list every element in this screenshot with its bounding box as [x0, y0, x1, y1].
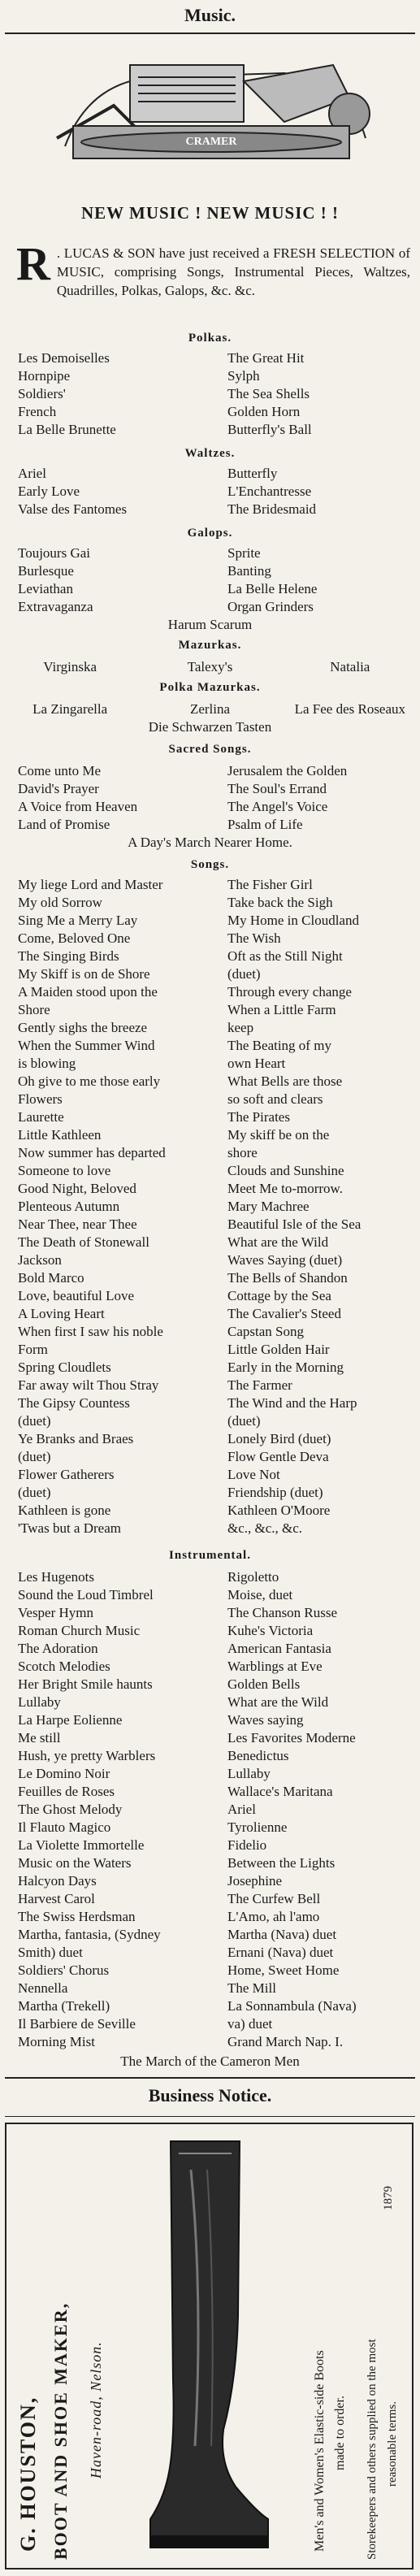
sacred-songs-heading: Sacred Songs. — [168, 743, 252, 756]
list-row — [0, 1765, 420, 1783]
list-item-left: Her Bright Smile haunts — [18, 1676, 153, 1692]
instrumental-heading: Instrumental. — [169, 1549, 251, 1562]
list-row — [0, 1747, 420, 1765]
list-row — [0, 1997, 420, 2015]
list-item-left: Form — [18, 1342, 48, 1357]
list-item-left: Morning Mist — [18, 2034, 95, 2049]
list-item-right: Kuhe's Victoria — [227, 1623, 314, 1638]
list-item-right: Psalm of Life — [227, 817, 303, 832]
list-item-left: Ye Branks and Braes — [18, 1431, 134, 1446]
list-item-left: Flower Gatherers — [18, 1467, 115, 1482]
list-row — [0, 1962, 420, 1980]
list-item-right: Capstan Song — [227, 1324, 304, 1339]
list-item-left: Valse des Fantomes — [18, 501, 128, 517]
list-row — [0, 544, 420, 562]
list-item-left: Me still — [18, 1730, 61, 1746]
polka-mazurka-item: La Fee des Roseaux — [294, 701, 406, 717]
list-row — [0, 1287, 420, 1305]
list-row — [0, 1801, 420, 1819]
advert-year: 1879 — [382, 2186, 395, 2210]
list-row — [0, 1819, 420, 1837]
list-item-right: Tyrolienne — [227, 1819, 288, 1835]
list-item-right: Meet Me to-morrow. — [227, 1181, 343, 1196]
list-item-right: The Cavalier's Steed — [227, 1306, 341, 1321]
galops-extra: Harum Scarum — [167, 617, 253, 632]
list-item-left: French — [18, 404, 57, 419]
waltzes-heading: Waltzes. — [184, 447, 236, 460]
list-row — [0, 965, 420, 983]
instrumental-extra: The March of the Cameron Men — [120, 2053, 300, 2069]
list-item-right: My Home in Cloudland — [227, 913, 359, 928]
waltzes-list — [0, 465, 420, 518]
list-item-left: Il Barbiere de Seville — [18, 2016, 136, 2032]
list-item-left: Les Hugenots — [18, 1569, 94, 1585]
advert-line-4: reasonable terms. — [386, 2401, 399, 2487]
list-item-left: Spring Cloudlets — [18, 1360, 111, 1375]
list-row — [0, 421, 420, 439]
list-row — [0, 1377, 420, 1394]
list-row — [0, 762, 420, 780]
list-item-right: La Sonnambula (Nava) — [227, 1998, 357, 2014]
list-row — [0, 1341, 420, 1359]
list-row — [0, 1568, 420, 1586]
list-row — [0, 1837, 420, 1854]
list-row — [0, 1466, 420, 1484]
list-row — [0, 1269, 420, 1287]
intro-paragraph — [16, 237, 410, 300]
advert-line-3: Storekeepers and others supplied on the most — [366, 2339, 379, 2560]
list-item-left: Les Demoiselles — [18, 350, 110, 366]
list-row — [0, 1037, 420, 1055]
list-row — [0, 1359, 420, 1377]
list-item-left: The Death of Stonewall — [18, 1234, 149, 1250]
list-item-right: va) duet — [227, 2016, 273, 2032]
list-item-left: Love, beautiful Love — [18, 1288, 135, 1303]
list-row — [0, 1872, 420, 1890]
list-item-right: Golden Horn — [227, 404, 301, 419]
list-item-right: When a Little Farm — [227, 1002, 336, 1017]
list-item-right: Waves saying — [227, 1712, 304, 1728]
list-row — [0, 1055, 420, 1073]
polkas-list — [0, 349, 420, 439]
list-item-right: American Fantasia — [227, 1641, 331, 1656]
list-row — [0, 1073, 420, 1091]
list-item-left: La Belle Brunette — [18, 422, 116, 437]
list-item-left: Vesper Hymn — [18, 1605, 94, 1620]
list-row — [0, 1091, 420, 1108]
list-item-left: Harvest Carol — [18, 1891, 95, 1906]
list-item-right: Waves Saying (duet) — [227, 1252, 343, 1268]
list-item-right: Fidelio — [227, 1837, 267, 1853]
list-row — [0, 1305, 420, 1323]
polka-mazurkas-extra: Die Schwarzen Tasten — [148, 719, 272, 735]
list-item-left: The Adoration — [18, 1641, 98, 1656]
list-item-right: Butterfly's Ball — [227, 422, 312, 437]
list-item-right: Ariel — [227, 1802, 256, 1817]
mazurka-item: Talexy's — [187, 659, 233, 674]
list-item-right: Cottage by the Sea — [227, 1288, 331, 1303]
list-row — [0, 1586, 420, 1604]
list-item-right: Rigoletto — [227, 1569, 279, 1585]
list-item-right: Mary Machree — [227, 1199, 310, 1214]
new-music-headline: NEW MUSIC ! NEW MUSIC ! ! — [80, 203, 340, 223]
list-item-left: Halcyon Days — [18, 1873, 97, 1889]
list-item-left: Ariel — [18, 466, 46, 481]
list-item-right: What Bells are those — [227, 1073, 343, 1089]
list-item-right: (duet) — [227, 966, 261, 982]
list-row — [0, 1126, 420, 1144]
list-row — [0, 816, 420, 834]
list-row — [0, 1323, 420, 1341]
list-item-left: La Violette Immortelle — [18, 1837, 145, 1853]
songs-heading: Songs. — [190, 858, 230, 871]
list-item-left: A Loving Heart — [18, 1306, 105, 1321]
list-item-right: The Fisher Girl — [227, 877, 313, 892]
list-item-left: Land of Promise — [18, 817, 110, 832]
intro-text: . LUCAS & SON have just received a FRESH SELECTION of MUSIC, comprising Songs, Instrumental Pieces, Waltzes, Quadrilles, Polkas, Galops, &c. &c. — [56, 245, 410, 298]
list-item-right: The Great Hit — [227, 350, 305, 366]
list-item-left: Early Love — [18, 484, 80, 499]
list-item-left: Near Thee, near Thee — [18, 1216, 137, 1232]
list-row — [0, 1711, 420, 1729]
list-item-right: Jerusalem the Golden — [227, 763, 348, 778]
mazurka-item: Virginska — [43, 659, 97, 674]
list-item-left: Nennella — [18, 1980, 68, 1996]
list-item-right: Golden Bells — [227, 1676, 301, 1692]
list-row — [0, 1144, 420, 1162]
music-instruments-engraving — [41, 49, 382, 171]
list-item-right: Little Golden Hair — [227, 1342, 330, 1357]
advert-line-1: Men's and Women's Elastic-side Boots — [313, 2350, 327, 2552]
top-rule — [5, 33, 415, 34]
list-row — [0, 349, 420, 367]
list-item-left: (duet) — [18, 1485, 51, 1500]
list-row — [0, 930, 420, 948]
list-item-left: Lullaby — [18, 1694, 61, 1710]
list-item-left: Come, Beloved One — [18, 930, 131, 946]
list-item-right: The Sea Shells — [227, 386, 310, 401]
list-row — [0, 501, 420, 518]
songs-list — [0, 876, 420, 1537]
list-row — [0, 1430, 420, 1448]
list-item-left: Toujours Gai — [18, 545, 90, 561]
list-item-right: Ernani (Nava) duet — [227, 1945, 334, 1960]
list-item-left: Burlesque — [18, 563, 74, 579]
list-row — [0, 1162, 420, 1180]
list-item-right: Take back the Sigh — [227, 895, 333, 910]
list-row — [0, 983, 420, 1001]
list-item-left: Martha, fantasia, (Sydney — [18, 1927, 161, 1942]
list-item-right: Flow Gentle Deva — [227, 1449, 329, 1464]
list-item-right: Moise, duet — [227, 1587, 293, 1602]
list-item-left: (duet) — [18, 1449, 51, 1464]
list-item-right: Butterfly — [227, 466, 278, 481]
list-item-right: The Pirates — [227, 1109, 290, 1125]
list-row — [0, 1783, 420, 1801]
list-item-left: Good Night, Beloved — [18, 1181, 136, 1196]
list-item-left: David's Prayer — [18, 781, 99, 796]
list-item-left: A Maiden stood upon the — [18, 984, 158, 1000]
list-row — [0, 912, 420, 930]
list-row — [0, 1693, 420, 1711]
list-item-left: Soldiers' Chorus — [18, 1962, 110, 1978]
list-row — [0, 1502, 420, 1520]
list-item-left: (duet) — [18, 1413, 51, 1429]
list-item-left: Music on the Waters — [18, 1855, 132, 1871]
list-item-right: Wallace's Maritana — [227, 1784, 333, 1799]
list-item-left: My old Sorrow — [18, 895, 102, 910]
list-item-right: The Wind and the Harp — [227, 1395, 357, 1411]
list-row — [0, 403, 420, 421]
list-item-right: own Heart — [227, 1056, 286, 1071]
polka-mazurkas-heading: Polka Mazurkas. — [159, 681, 261, 694]
list-item-right: Banting — [227, 563, 271, 579]
list-row — [0, 1019, 420, 1037]
list-item-right: keep — [227, 1020, 254, 1035]
list-item-left: The Ghost Melody — [18, 1802, 123, 1817]
list-row — [0, 1890, 420, 1908]
list-item-left: Oh give to me those early — [18, 1073, 161, 1089]
list-item-right: The Mill — [227, 1980, 276, 1996]
list-item-right: Martha (Nava) duet — [227, 1927, 337, 1942]
list-item-right: Benedictus — [227, 1748, 289, 1763]
list-row — [0, 1658, 420, 1676]
list-item-left: Sing Me a Merry Lay — [18, 913, 138, 928]
list-item-left: Extravaganza — [18, 599, 93, 614]
banner-text: CRAMER — [185, 136, 237, 148]
list-row — [0, 1198, 420, 1216]
list-row — [0, 798, 420, 816]
list-item-left: Hush, ye pretty Warblers — [18, 1748, 156, 1763]
galops-list — [0, 544, 420, 616]
list-item-right: shore — [227, 1145, 258, 1160]
mazurkas-list — [0, 658, 420, 676]
business-rule-top — [5, 2116, 415, 2117]
music-heading: Music. — [184, 5, 236, 25]
list-row — [0, 780, 420, 798]
advertiser-address: Haven-road, Nelson. — [88, 2341, 104, 2478]
sacred-extra: A Day's March Nearer Home. — [128, 835, 292, 850]
list-item-right: Love Not — [227, 1467, 280, 1482]
list-item-left: Roman Church Music — [18, 1623, 141, 1638]
list-row — [0, 1394, 420, 1412]
list-item-right: Beautiful Isle of the Sea — [227, 1216, 362, 1232]
list-row — [0, 1676, 420, 1693]
list-row — [0, 1001, 420, 1019]
mazurkas-heading: Mazurkas. — [178, 639, 242, 652]
advertiser-trade: BOOT AND SHOE MAKER, — [50, 2301, 71, 2560]
list-item-left: Martha (Trekell) — [18, 1998, 110, 2014]
list-item-left: Plenteous Autumn — [18, 1199, 120, 1214]
list-item-left: Now summer has departed — [18, 1145, 166, 1160]
list-item-left: Bold Marco — [18, 1270, 84, 1286]
list-row — [0, 1108, 420, 1126]
list-row — [0, 1520, 420, 1537]
list-item-left: Leviathan — [18, 581, 73, 596]
list-item-left: When first I saw his noble — [18, 1324, 163, 1339]
list-row — [0, 367, 420, 385]
list-row — [0, 1926, 420, 1944]
list-item-right: Grand March Nap. I. — [227, 2034, 344, 2049]
list-item-left: Far away wilt Thou Stray — [18, 1377, 159, 1393]
list-row — [0, 948, 420, 965]
list-item-left: The Swiss Herdsman — [18, 1909, 136, 1924]
list-row — [0, 1216, 420, 1234]
list-item-left: Come unto Me — [18, 763, 101, 778]
list-item-right: The Curfew Bell — [227, 1891, 321, 1906]
list-row — [0, 1908, 420, 1926]
list-item-right: Warblings at Eve — [227, 1659, 323, 1674]
polkas-heading: Polkas. — [188, 332, 232, 345]
list-row — [0, 2033, 420, 2051]
list-item-left: My Skiff is on de Shore — [18, 966, 150, 982]
list-item-left: Sound the Loud Timbrel — [18, 1587, 154, 1602]
list-item-right: The Bridesmaid — [227, 501, 317, 517]
polka-mazurkas-list — [0, 700, 420, 718]
list-item-right: The Angel's Voice — [227, 799, 328, 814]
list-item-right: Lonely Bird (duet) — [227, 1431, 331, 1446]
list-item-right: so soft and clears — [227, 1091, 323, 1107]
list-row — [0, 1640, 420, 1658]
list-item-left: Little Kathleen — [18, 1127, 102, 1143]
list-item-right: Oft as the Still Night — [227, 948, 343, 964]
list-item-left: The Singing Birds — [18, 948, 119, 964]
list-item-right: The Farmer — [227, 1377, 292, 1393]
list-row — [0, 1604, 420, 1622]
list-item-right: Clouds and Sunshine — [227, 1163, 344, 1178]
list-item-left: Il Flauto Magico — [18, 1819, 111, 1835]
list-row — [0, 1854, 420, 1872]
section-rule — [5, 2077, 415, 2079]
list-item-right: Organ Grinders — [227, 599, 314, 614]
instrumental-list — [0, 1568, 420, 2051]
list-row — [0, 1448, 420, 1466]
mazurka-item: Natalia — [330, 659, 370, 674]
polka-mazurka-item: Zerlina — [189, 701, 231, 717]
list-item-right: The Wish — [227, 930, 281, 946]
sacred-songs-list — [0, 762, 420, 834]
list-row — [0, 562, 420, 580]
list-item-right: Sylph — [227, 368, 260, 384]
list-row — [0, 580, 420, 598]
list-row — [0, 598, 420, 616]
list-item-right: Lullaby — [227, 1766, 271, 1781]
drop-cap: R — [16, 237, 50, 290]
list-item-right: Sprite — [227, 545, 261, 561]
boot-illustration — [134, 2137, 280, 2560]
list-row — [0, 2015, 420, 2033]
list-item-right: My skiff be on the — [227, 1127, 330, 1143]
list-item-left: Soldiers' — [18, 386, 66, 401]
list-item-right: The Bells of Shandon — [227, 1270, 348, 1286]
list-row — [0, 483, 420, 501]
list-item-left: A Voice from Heaven — [18, 799, 138, 814]
list-item-right: The Chanson Russe — [227, 1605, 338, 1620]
list-item-right: Through every change — [227, 984, 352, 1000]
list-row — [0, 1980, 420, 1997]
list-row — [0, 876, 420, 894]
list-item-left: is blowing — [18, 1056, 76, 1071]
polka-mazurka-item: La Zingarella — [32, 701, 108, 717]
list-item-left: When the Summer Wind — [18, 1038, 155, 1053]
list-item-left: Kathleen is gone — [18, 1503, 111, 1518]
list-item-left: Shore — [18, 1002, 50, 1017]
list-row — [0, 1180, 420, 1198]
galops-heading: Galops. — [187, 527, 233, 540]
list-item-right: (duet) — [227, 1413, 261, 1429]
list-item-left: Le Domino Noir — [18, 1766, 110, 1781]
advert-line-2: made to order. — [333, 2396, 347, 2470]
list-item-left: Flowers — [18, 1091, 63, 1107]
list-item-right: Home, Sweet Home — [227, 1962, 340, 1978]
list-row — [0, 385, 420, 403]
list-row — [0, 1484, 420, 1502]
list-item-left: 'Twas but a Dream — [18, 1520, 121, 1536]
list-row — [0, 1251, 420, 1269]
list-item-left: Someone to love — [18, 1163, 111, 1178]
list-row — [0, 465, 420, 483]
list-row — [0, 894, 420, 912]
list-item-left: Scotch Melodies — [18, 1659, 110, 1674]
list-item-left: Smith) duet — [18, 1945, 83, 1960]
list-item-left: My liege Lord and Master — [18, 877, 163, 892]
list-row — [0, 1412, 420, 1430]
list-item-left: Feuilles de Roses — [18, 1784, 115, 1799]
list-item-right: L'Amo, ah l'amo — [227, 1909, 320, 1924]
list-item-left: Hornpipe — [18, 368, 71, 384]
list-item-right: What are the Wild — [227, 1234, 329, 1250]
list-item-right: Kathleen O'Moore — [227, 1503, 331, 1518]
list-item-right: The Beating of my — [227, 1038, 331, 1053]
list-row — [0, 1729, 420, 1747]
list-item-left: Gently sighs the breeze — [18, 1020, 148, 1035]
list-row — [0, 1944, 420, 1962]
list-item-right: The Soul's Errand — [227, 781, 327, 796]
list-item-left: La Harpe Eolienne — [18, 1712, 123, 1728]
business-heading: Business Notice. — [148, 2085, 272, 2105]
list-row — [0, 1622, 420, 1640]
list-item-right: Les Favorites Moderne — [227, 1730, 356, 1746]
list-item-right: &c., &c., &c. — [227, 1520, 303, 1536]
list-row — [0, 1234, 420, 1251]
list-item-left: Laurette — [18, 1109, 64, 1125]
list-item-right: Early in the Morning — [227, 1360, 344, 1375]
list-item-right: Josephine — [227, 1873, 283, 1889]
advertiser-name: G. HOUSTON, — [16, 2396, 40, 2552]
list-item-right: La Belle Helene — [227, 581, 318, 596]
list-item-left: The Gipsy Countess — [18, 1395, 130, 1411]
list-item-right: Friendship (duet) — [227, 1485, 323, 1500]
list-item-right: L'Enchantresse — [227, 484, 312, 499]
list-item-right: Between the Lights — [227, 1855, 336, 1871]
list-item-left: Jackson — [18, 1252, 62, 1268]
list-item-right: What are the Wild — [227, 1694, 329, 1710]
